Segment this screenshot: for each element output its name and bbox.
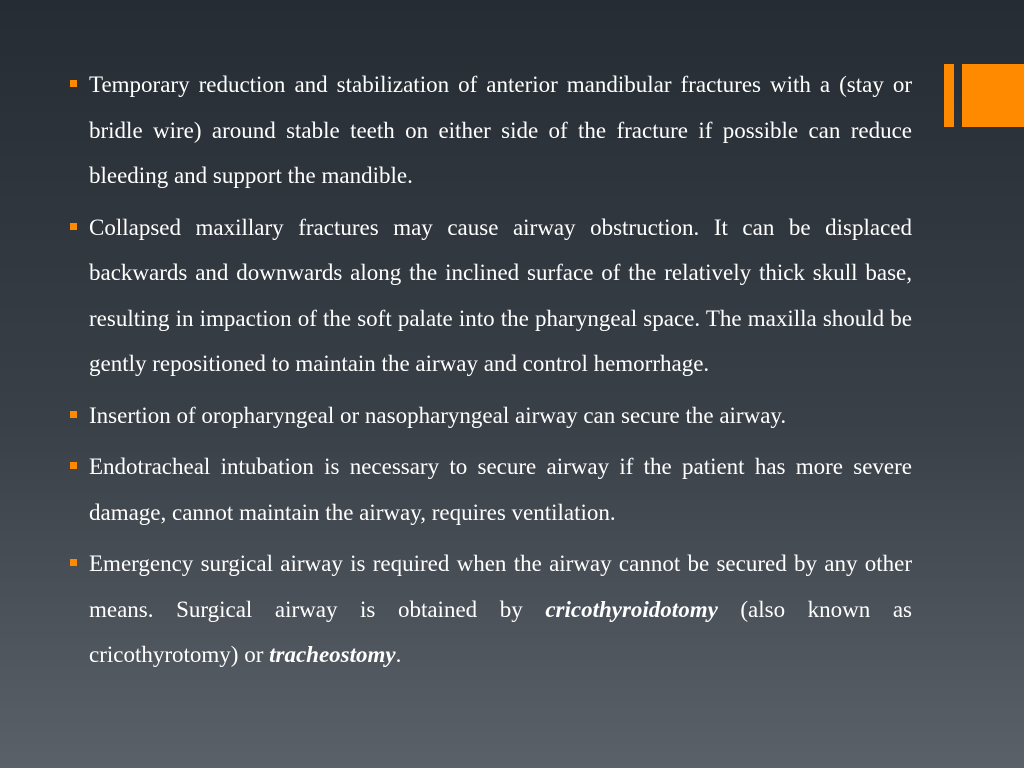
square-bullet-icon [70,411,77,418]
bullet-item-maxillary-fractures [68,205,912,387]
bullet-item-endotracheal-intubation [68,444,912,535]
accent-bar-wide [962,64,1024,127]
bullet-text: Endotracheal intubation is necessary to secure airway if the patient has more severe damage, cannot maintain the airway, requires ventilation. [89,454,912,525]
accent-bar-thin [944,64,954,127]
bullet-item-airway-insertion [68,393,912,439]
square-bullet-icon [70,223,77,230]
square-bullet-icon [70,80,77,87]
bullet-item-mandibular-stabilization [68,62,912,199]
bullet-text: Insertion of oropharyngeal or nasopharyngeal airway can secure the airway. [89,402,787,428]
bullet-text: Temporary reduction and stabilization of anterior mandibular fractures with a (stay or bridle wire) around stable teeth on either side of the fracture if possible can reduce bleeding and support the mandible. [89,72,912,188]
term-tracheostomy: tracheostomy [269,642,396,667]
bullet-text-before: Emergency surgical airway is required when the airway cannot be secured by any other means. Surgical airway is obtained by [89,551,912,622]
slide-bullet-list [68,62,912,684]
square-bullet-icon [70,559,77,566]
term-cricothyroidotomy: cricothyroidotomy [545,596,718,622]
bullet-text-after: . [395,642,402,667]
bullet-text-middle: (also known as cricothyrotomy) or [89,596,912,667]
bullet-text: Collapsed maxillary fractures may cause airway obstruction. It can be displaced backwards and downwards along the inclined surface of the relatively thick skull base, resulting in impaction of the soft palate into the pharyngeal space. The maxilla should be gently repositioned to maintain the airway and control hemorrhage. [89,214,912,376]
bullet-item-surgical-airway [68,541,912,678]
square-bullet-icon [70,462,77,469]
